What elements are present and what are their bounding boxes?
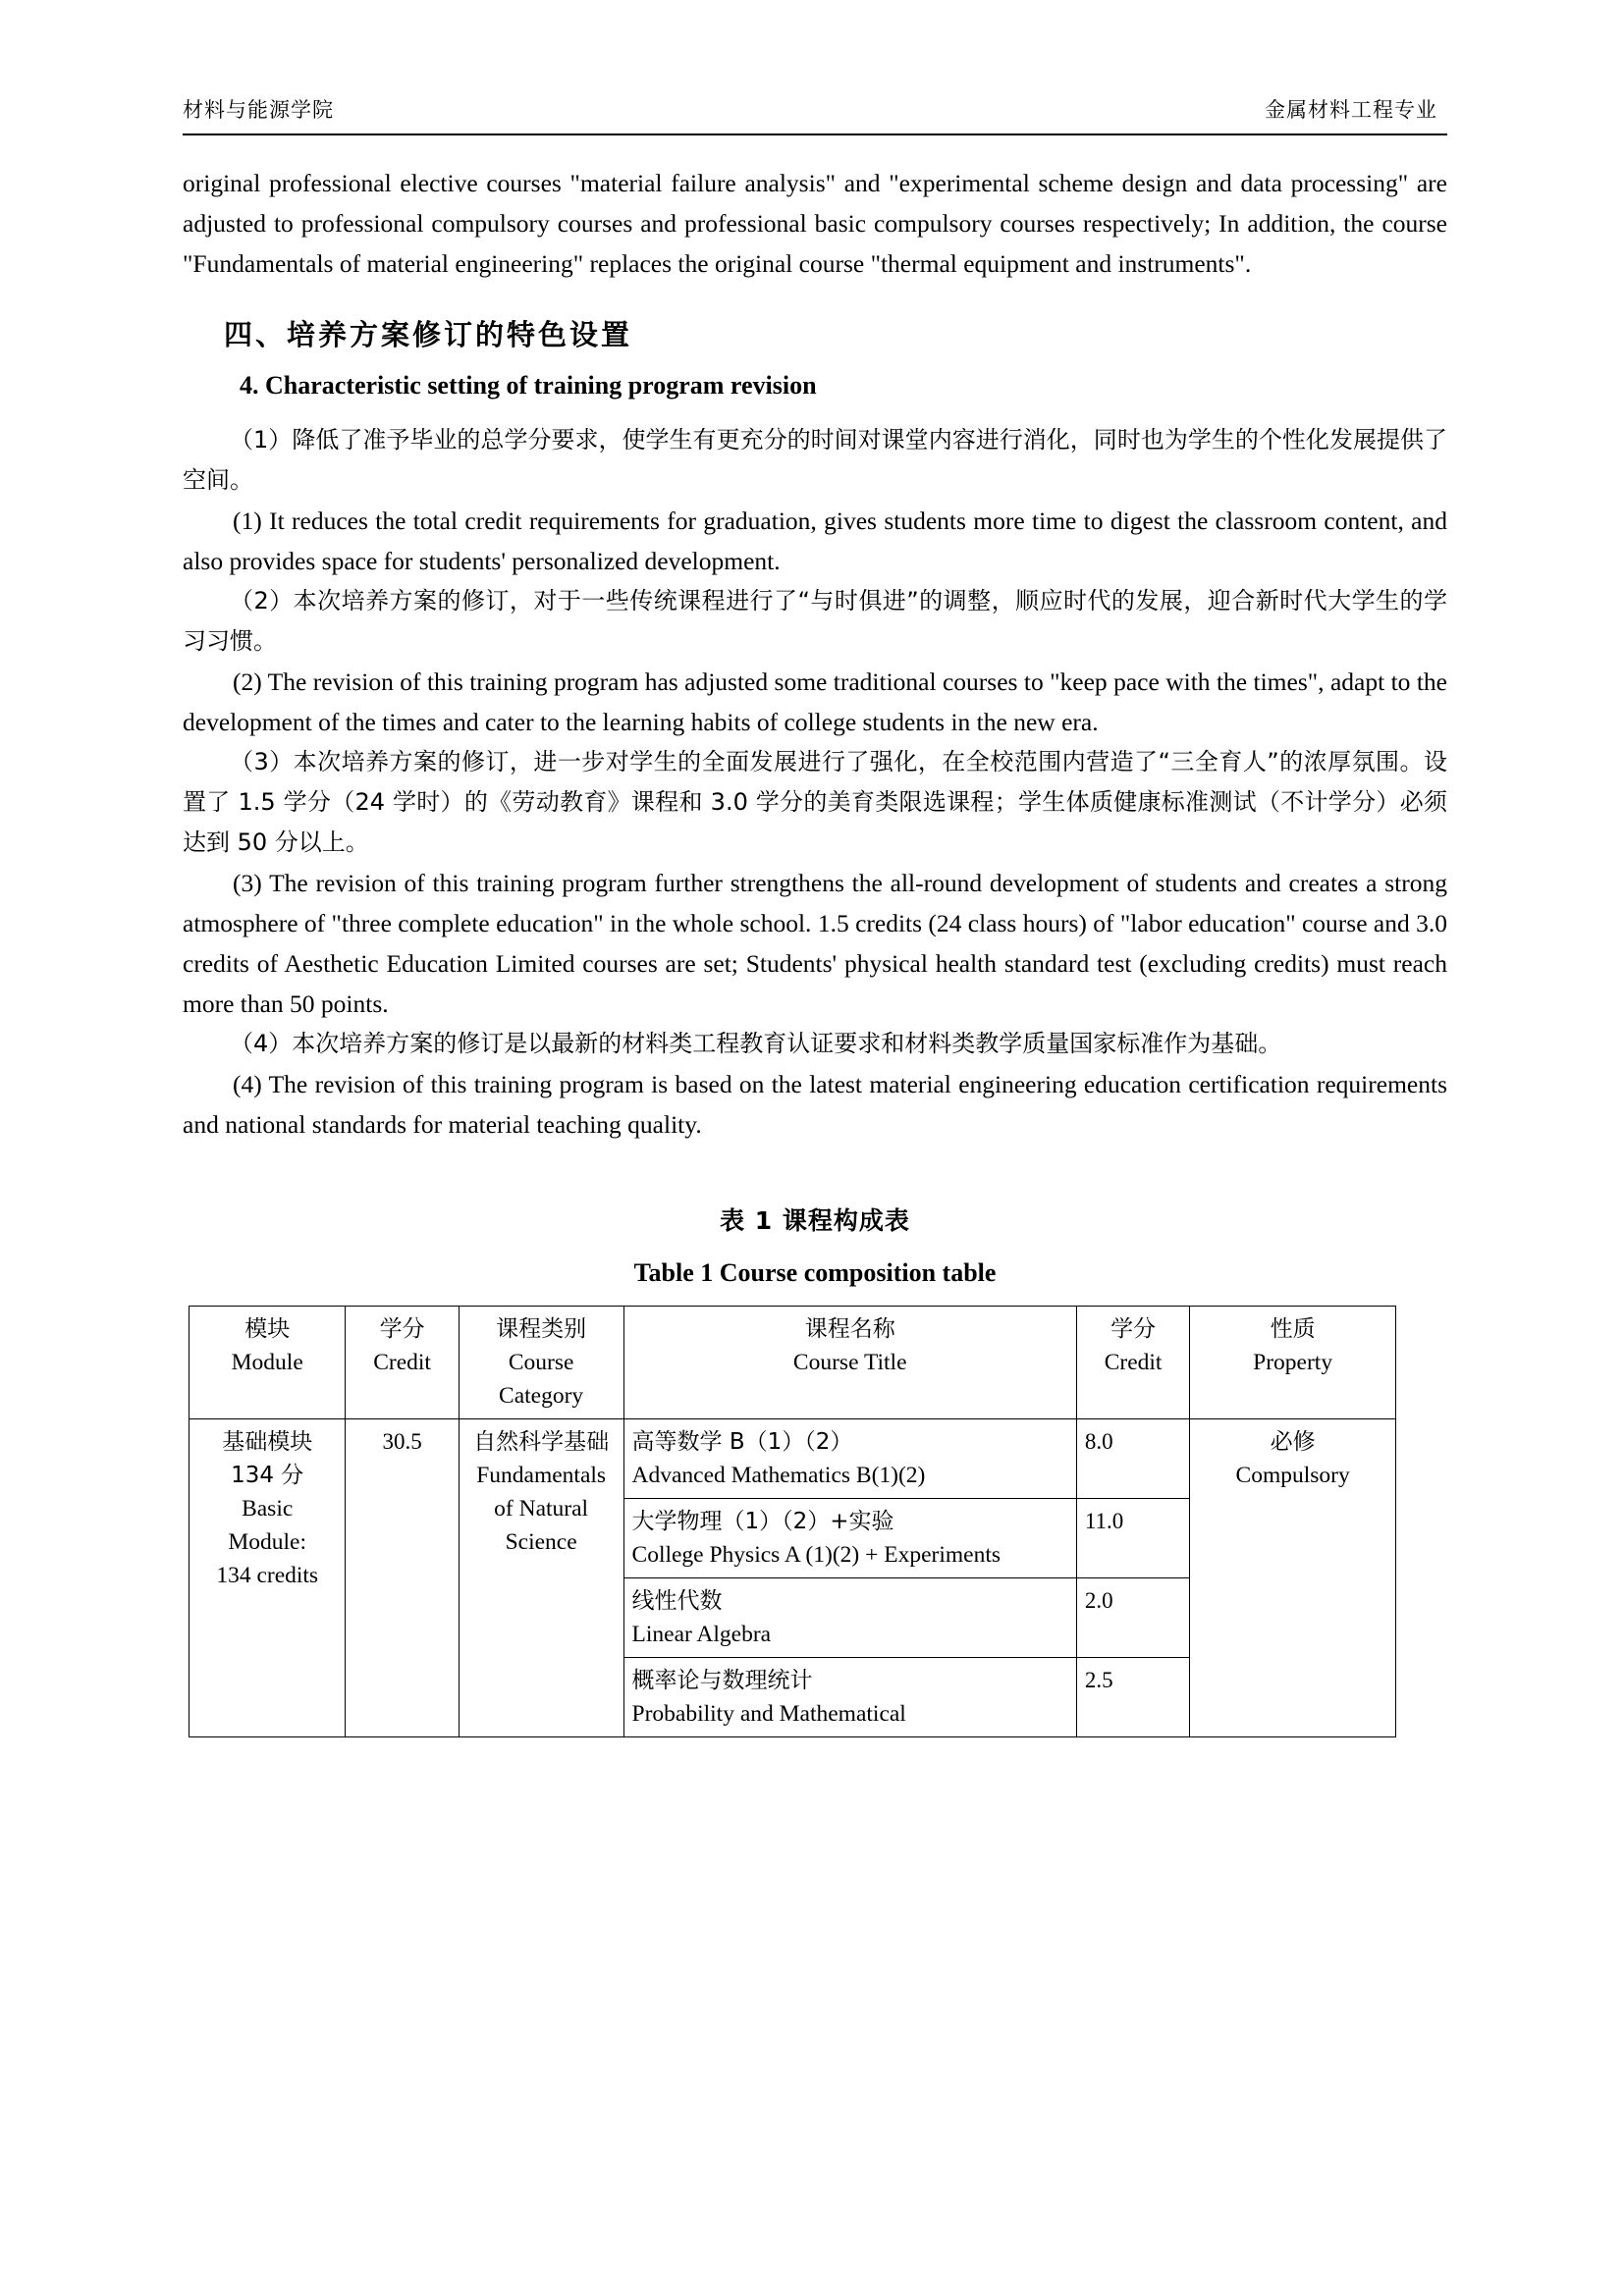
module-line-2: 134 分 [231, 1463, 304, 1488]
header-property-en: Property [1253, 1350, 1333, 1375]
course-title-en: Advanced Mathematics B(1)(2) [631, 1463, 926, 1488]
category-en: Fundamentals of Natural Science [476, 1463, 607, 1555]
property-en: Compulsory [1235, 1463, 1350, 1488]
table-header-module [189, 1307, 346, 1419]
course-title-en: Linear Algebra [631, 1622, 772, 1647]
header-module-en: Module [231, 1350, 303, 1375]
paragraph-4-english: (4) The revision of this training program is based on the latest material engineering education certification requirements and national standards for material teaching quality. [183, 1070, 1447, 1139]
paragraph-1-chinese: （1）降低了准予毕业的总学分要求，使学生有更充分的时间对课堂内容进行消化，同时也为学生的个性化发展提供了空间。 [183, 426, 1447, 494]
paragraph-3-chinese: （3）本次培养方案的修订，进一步对学生的全面发展进行了强化，在全校范围内营造了“三全育人”的浓厚氛围。设置了 1.5 学分（24 学时）的《劳动教育》课程和 3.0 学分的美育类限选课程；学生体质健康标准测试（不计学分）必须达到 50 分以上。 [183, 748, 1447, 856]
course-title-cn: 概率论与数理统计 [631, 1668, 813, 1693]
module-line-5: 134 credits [216, 1563, 319, 1588]
table-header-course-title [623, 1307, 1076, 1419]
page-content [183, 94, 1447, 1737]
table-header-course-credit [1076, 1307, 1189, 1419]
module-line-1: 基础模块 [222, 1429, 313, 1455]
intro-paragraph: original professional elective courses "material failure analysis" and "experimental scheme design and data processing" are adjusted to professional compulsory courses and professional basic compulsory courses respectively; In addition, the course "Fundamentals of material engineering" replaces the original course "thermal equipment and instruments". [183, 169, 1447, 278]
header-right-text: 金属材料工程专业 [1265, 98, 1437, 122]
header-property-cn: 性质 [1270, 1316, 1316, 1342]
paragraph-3-english: (3) The revision of this training program further strengthens the all-round development of students and creates a strong atmosphere of "three complete education" in the whole school. 1.5 credits (24 class hours) of "labor education" course and 3.0 credits of Aesthetic Education Limited courses are set; Students' physical health standard test (excluding credits) must reach more than 50 points. [183, 869, 1447, 1018]
module-line-4: Module: [228, 1529, 307, 1555]
cell-module [189, 1419, 346, 1737]
table-header-property [1190, 1307, 1396, 1419]
cell-course-credit: 2.0 [1076, 1578, 1189, 1658]
table-header-row [189, 1307, 1396, 1419]
course-title-cn: 线性代数 [631, 1588, 723, 1614]
header-category-cn: 课程类别 [496, 1316, 587, 1342]
header-course-credit-en: Credit [1104, 1350, 1163, 1375]
paragraph-4-chinese: （4）本次培养方案的修订是以最新的材料类工程教育认证要求和材料类教学质量国家标准作为基础。 [230, 1030, 1282, 1057]
header-module-cn: 模块 [244, 1316, 291, 1342]
header-category-en: Course Category [499, 1350, 584, 1409]
cell-course-credit: 11.0 [1076, 1499, 1189, 1578]
cell-course-title [623, 1578, 1076, 1658]
cell-course-credit: 2.5 [1076, 1658, 1189, 1737]
header-title-en: Course Title [792, 1350, 907, 1375]
section-heading-chinese: 四、培养方案修订的特色设置 [224, 318, 633, 351]
cell-course-title [623, 1658, 1076, 1737]
paragraph-2-chinese: （2）本次培养方案的修订，对于一些传统课程进行了“与时俱进”的调整，顺应时代的发展，迎合新时代大学生的学习习惯。 [183, 587, 1447, 655]
property-cn: 必修 [1270, 1429, 1316, 1455]
table-header-category [459, 1307, 623, 1419]
section-heading-english: 4. Characteristic setting of training program revision [240, 371, 817, 400]
header-credit-en: Credit [373, 1350, 431, 1375]
header-course-credit-cn: 学分 [1110, 1316, 1157, 1342]
paragraph-1-english: (1) It reduces the total credit requirements for graduation, gives students more time to digest the classroom content, and also provides space for students' personalized development. [183, 507, 1447, 575]
table-header-credit [346, 1307, 459, 1419]
header-left-text: 材料与能源学院 [183, 98, 334, 122]
table-caption-chinese: 表 1 课程构成表 [720, 1206, 910, 1235]
course-title-en: Probability and Mathematical [631, 1701, 906, 1727]
cell-course-title [623, 1499, 1076, 1578]
cell-property [1190, 1419, 1396, 1737]
table-caption-english: Table 1 Course composition table [633, 1258, 997, 1287]
cell-course-credit: 8.0 [1076, 1419, 1189, 1499]
table-row [189, 1419, 1396, 1499]
category-cn: 自然科学基础 [473, 1429, 610, 1455]
cell-course-category [459, 1419, 623, 1737]
header-title-cn: 课程名称 [804, 1316, 895, 1342]
course-title-en: College Physics A (1)(2) + Experiments [631, 1542, 1001, 1568]
header-credit-cn: 学分 [379, 1316, 425, 1342]
module-line-3: Basic [242, 1496, 294, 1522]
cell-course-title [623, 1419, 1076, 1499]
cell-module-credit: 30.5 [346, 1419, 459, 1737]
course-title-cn: 高等数学 B（1）（2） [631, 1429, 853, 1455]
course-composition-table [189, 1306, 1396, 1737]
course-title-cn: 大学物理（1）（2）+实验 [631, 1509, 894, 1534]
page-header [183, 94, 1447, 135]
paragraph-2-english: (2) The revision of this training program has adjusted some traditional courses to "keep pace with the times", adapt to the development of the times and cater to the learning habits of college students in the new era. [183, 667, 1447, 736]
